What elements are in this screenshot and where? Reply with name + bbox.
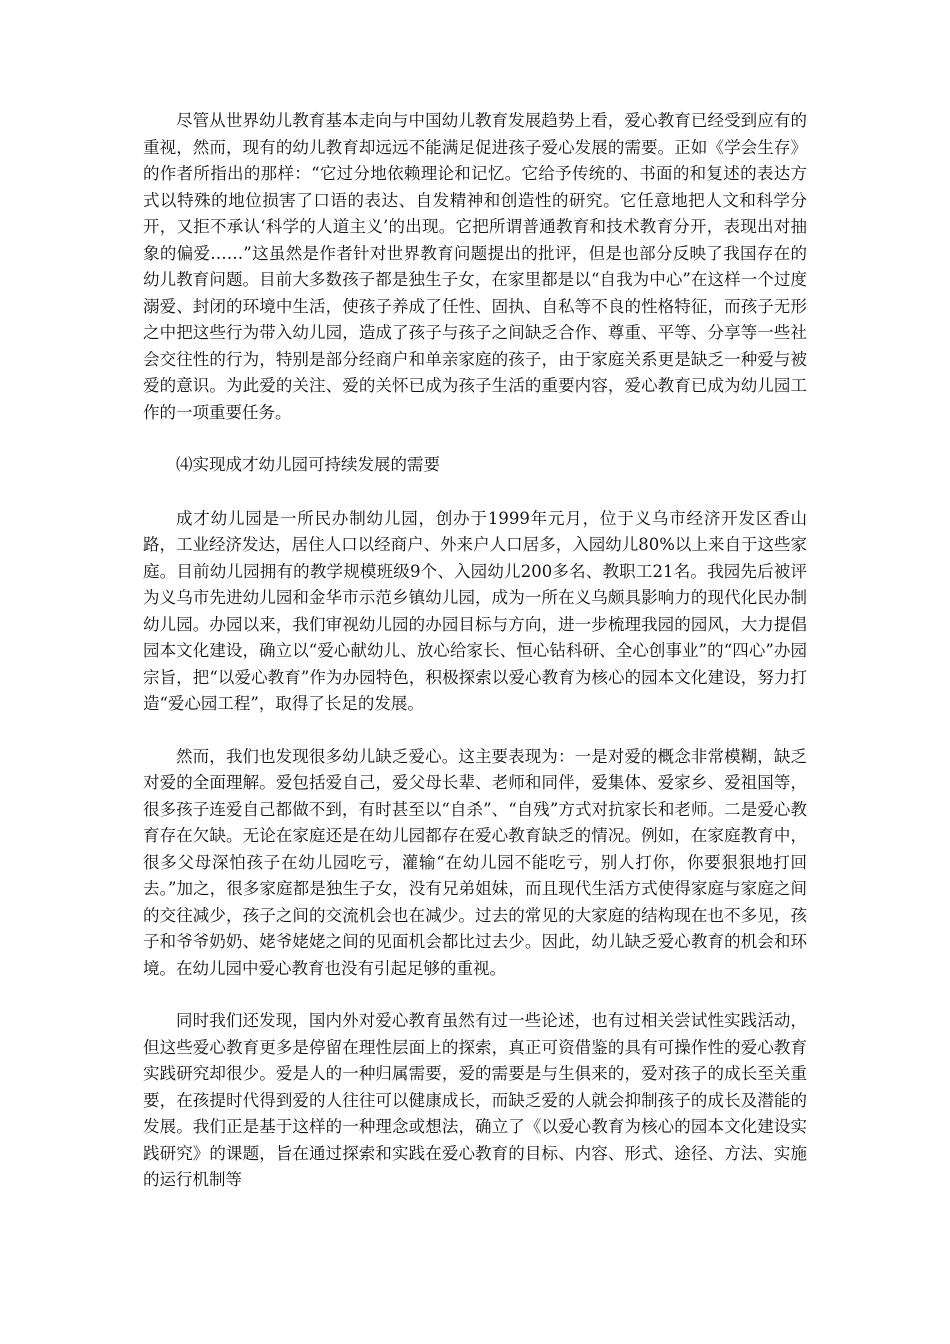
paragraph-lack-of-love: 然而，我们也发现很多幼儿缺乏爱心。这主要表现为：一是对爱的概念非常模糊，缺乏对爱的全面理解。爱包括爱自己，爱父母长辈、老师和同伴，爱集体、爱家乡、爱祖国等，很多孩子连爱自己都做不到，有时甚至以“自杀”、“自残”方式对抗家长和老师。二是爱心教育存在欠缺。无论在家庭还是在幼儿园都存在爱心教育缺乏的情况。例如，在家庭教育中，很多父母深怕孩子在幼儿园吃亏，灌输“在幼儿园不能吃亏，别人打你，你要狠狠地打回去。”加之，很多家庭都是独生子女，没有兄弟姐妹，而且现代生活方式使得家庭与家庭之间的交往减少，孩子之间的交流机会也在减少。过去的常见的大家庭的结构现在也不多见，孩子和爷爷奶奶、姥爷姥姥之间的见面机会都比过去少。因此，幼儿缺乏爱心教育的机会和环境。在幼儿园中爱心教育也没有引起足够的重视。 (143, 746, 807, 978)
paragraph-research-rationale: 同时我们还发现，国内外对爱心教育虽然有过一些论述，也有过相关尝试性实践活动，但这些爱心教育更多是停留在理性层面上的探索，真正可资借鉴的具有可操作性的爱心教育实践研究却很少。爱是人的一种归属需要，爱的需要是与生俱来的，爱对孩子的成长至关重要，在孩提时代得到爱的人往往可以健康成长，而缺乏爱的人就会抑制孩子的成长及潜能的发展。我们正是基于这样的一种理念或想法，确立了《以爱心教育为核心的园本文化建设实践研究》的课题，旨在通过探索和实践在爱心教育的目标、内容、形式、途径、方法、实施的运行机制等 (143, 1011, 807, 1189)
section-heading-sustainable-development: ⑷实现成才幼儿园可持续发展的需要 (176, 455, 440, 474)
paragraph-education-needs: 尽管从世界幼儿教育基本走向与中国幼儿教育发展趋势上看，爱心教育已经受到应有的重视，然而，现有的幼儿教育却远远不能满足促进孩子爱心发展的需要。正如《学会生存》的作者所指出的那样：“它过分地依赖理论和记忆。它给予传统的、书面的和复述的表达方式以特殊的地位损害了口语的表达、自发精神和创造性的研究。它任意地把人文和科学分开，又拒不承认‘科学的人道主义’的出现。它把所谓普通教育和技术教育分开，表现出对抽象的偏爱……”这虽然是作者针对世界教育问题提出的批评，但是也部分反映了我国存在的幼儿教育问题。目前大多数孩子都是独生子女，在家里都是以“自我为中心”在这样一个过度溺爱、封闭的环境中生活，使孩子养成了任性、固执、自私等不良的性格特征，而孩子无形之中把这些行为带入幼儿园，造成了孩子与孩子之间缺乏合作、尊重、平等、分享等一些社会交往性的行为，特别是部分经商户和单亲家庭的孩子，由于家庭关系更是缺乏一种爱与被爱的意识。为此爱的关注、爱的关怀已成为孩子生活的重要内容，爱心教育已成为幼儿园工作的一项重要任务。 (143, 111, 807, 422)
document-body (143, 108, 807, 1220)
paragraph-kindergarten-intro: 成才幼儿园是一所民办制幼儿园，创办于1999年元月，位于义乌市经济开发区香山路，工业经济发达，居住人口以经商户、外来户人口居多，入园幼儿80%以上来自于这些家庭。目前幼儿园拥有的教学规模班级9个、入园幼儿200多名、教职工21名。我园先后被评为义乌市先进幼儿园和金华市示范乡镇幼儿园，成为一所在义乌颇具影响力的现代化民办制幼儿园。办园以来，我们审视幼儿园的办园目标与方向，进一步梳理我园的园风，大力提倡园本文化建设，确立以“爱心献幼儿、放心给家长、恒心钻科研、全心创事业”的“四心”办园宗旨，把“以爱心教育”作为办园特色，积极探索以爱心教育为核心的园本文化建设，努力打造“爱心园工程”，取得了长足的发展。 (143, 508, 807, 713)
